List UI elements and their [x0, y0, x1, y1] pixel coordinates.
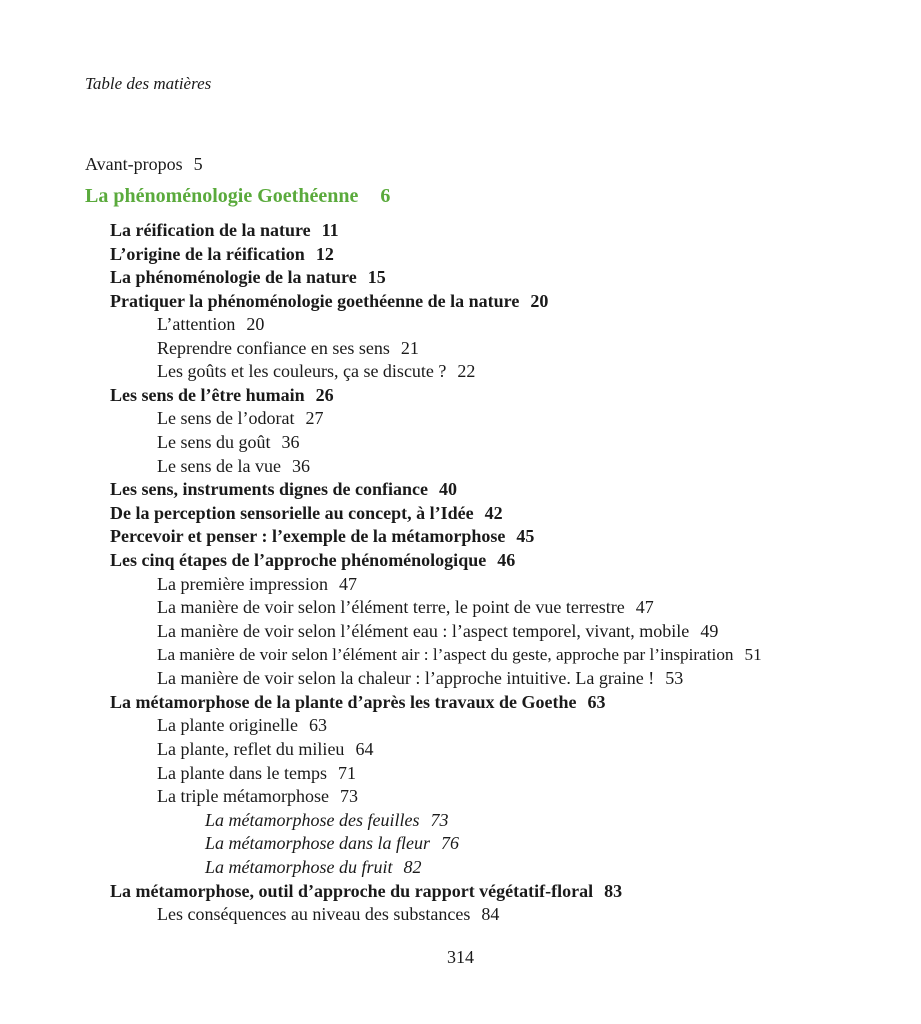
toc-entry-page: 22 — [457, 361, 476, 381]
toc-entry-title: La première impression — [157, 574, 328, 594]
toc-entry — [157, 359, 475, 383]
toc-entry — [110, 242, 334, 266]
toc-entry — [157, 713, 327, 737]
toc-entry-title: La manière de voir selon l’élément terre, le point de vue terrestre — [157, 597, 625, 617]
toc-entry-page: 5 — [193, 154, 203, 174]
toc-entry-title: Les conséquences au niveau des substances — [157, 904, 471, 924]
toc-entry-page: 12 — [315, 244, 334, 264]
toc-entry-page: 63 — [308, 715, 327, 735]
toc-entry-title: Pratiquer la phénoménologie goethéenne de la nature — [110, 291, 520, 311]
toc-entry — [205, 855, 422, 879]
toc-entry-title: La plante originelle — [157, 715, 298, 735]
toc-entry-page: 26 — [315, 385, 334, 405]
toc-entry-page: 20 — [246, 314, 265, 334]
toc-entry-title: La métamorphose, outil d’approche du rapport végétatif-floral — [110, 881, 594, 901]
toc-entry-page: 63 — [587, 692, 606, 712]
toc-entry — [157, 737, 373, 761]
toc-entry-page: 47 — [635, 597, 654, 617]
toc-entry — [157, 784, 358, 808]
toc-entry-page: 73 — [339, 786, 358, 806]
toc-entry-title: La manière de voir selon la chaleur : l’approche intuitive. La graine ! — [157, 668, 655, 688]
toc-entry-title: La plante, reflet du milieu — [157, 739, 345, 759]
toc-entry — [157, 406, 323, 430]
toc-entry-title: La métamorphose des feuilles — [205, 810, 420, 830]
toc-entry-title: La phénoménologie de la nature — [110, 267, 357, 287]
toc-entry-title: La réification de la nature — [110, 220, 311, 240]
toc-entry-title: La phénoménologie Goethéenne — [85, 185, 359, 207]
toc-entry-title: Le sens de la vue — [157, 456, 281, 476]
toc-entry-title: Avant-propos — [85, 154, 183, 174]
toc-entry-page: 53 — [665, 668, 684, 688]
toc-entry-page: 6 — [380, 185, 391, 207]
toc-entry-title: La triple métamorphose — [157, 786, 329, 806]
toc-entry-title: La métamorphose de la plante d’après les travaux de Goethe — [110, 692, 577, 712]
toc-entry — [110, 524, 534, 548]
toc-entry — [157, 336, 419, 360]
toc-entry-title: De la perception sensorielle au concept, à l’Idée — [110, 503, 474, 523]
toc-entry — [110, 265, 386, 289]
toc-entry-title: L’attention — [157, 314, 236, 334]
toc-entry — [205, 808, 448, 832]
toc-entry — [157, 454, 310, 478]
toc-entry-title: La manière de voir selon l’élément eau : l’aspect temporel, vivant, mobile — [157, 621, 690, 641]
toc-entry-page: 82 — [403, 857, 422, 877]
toc-entry — [157, 312, 264, 336]
toc-entry — [110, 383, 334, 407]
toc-entry-page: 49 — [700, 621, 719, 641]
toc-entry-title: La métamorphose dans la fleur — [205, 833, 430, 853]
toc-entry — [157, 666, 683, 690]
toc-entry-page: 21 — [400, 338, 419, 358]
toc-entry-page: 83 — [604, 881, 623, 901]
toc-entry — [110, 501, 503, 525]
page-number: 314 — [447, 947, 474, 967]
toc-entry — [85, 152, 203, 176]
toc-entry — [157, 902, 499, 926]
toc-entry-title: Le sens du goût — [157, 432, 271, 452]
toc-entry — [110, 218, 339, 242]
toc-entry-title: La plante dans le temps — [157, 763, 327, 783]
toc-entry-page: 11 — [321, 220, 339, 240]
toc-entry-page: 76 — [441, 833, 459, 853]
toc-entry-title: L’origine de la réification — [110, 244, 305, 264]
toc-entry — [157, 619, 718, 643]
toc-entry-title: Reprendre confiance en ses sens — [157, 338, 390, 358]
toc-entry-page: 27 — [305, 408, 324, 428]
toc-entry — [110, 477, 457, 501]
toc-entry — [157, 643, 762, 667]
toc-section-heading — [85, 184, 390, 208]
toc-entry-page: 36 — [291, 456, 310, 476]
toc-entry-title: Les goûts et les couleurs, ça se discute ? — [157, 361, 447, 381]
toc-entry — [110, 879, 622, 903]
toc-entry — [157, 572, 357, 596]
toc-entry-title: La manière de voir selon l’élément air : l’aspect du geste, approche par l’inspiration — [157, 645, 734, 664]
toc-entry — [110, 289, 548, 313]
toc-entry — [110, 548, 515, 572]
toc-entry-page: 51 — [744, 645, 762, 664]
toc-entry-page: 36 — [281, 432, 300, 452]
toc-entry-title: La métamorphose du fruit — [205, 857, 393, 877]
toc-entry-page: 47 — [338, 574, 357, 594]
toc-entry-page: 45 — [516, 526, 535, 546]
toc-entry-title: Les sens, instruments dignes de confiance — [110, 479, 429, 499]
toc-entry — [157, 430, 299, 454]
running-header: Table des matières — [85, 74, 212, 93]
toc-entry — [205, 831, 459, 855]
toc-entry-page: 64 — [355, 739, 374, 759]
toc-entry-page: 40 — [439, 479, 458, 499]
toc-entry-page: 73 — [430, 810, 449, 830]
toc-entry-title: Les cinq étapes de l’approche phénoménologique — [110, 550, 487, 570]
toc-entry-title: Les sens de l’être humain — [110, 385, 305, 405]
toc-entry — [157, 595, 654, 619]
toc-entry-page: 15 — [367, 267, 386, 287]
toc-entry — [110, 690, 605, 714]
toc-entry-title: Percevoir et penser : l’exemple de la métamorphose — [110, 526, 506, 546]
toc-entry-page: 42 — [484, 503, 503, 523]
toc-entry-page: 71 — [337, 763, 356, 783]
toc-entry-page: 84 — [481, 904, 500, 924]
toc-entry — [157, 761, 356, 785]
toc-entry-title: Le sens de l’odorat — [157, 408, 295, 428]
toc-entry-page: 46 — [497, 550, 516, 570]
toc-entry-page: 20 — [530, 291, 549, 311]
